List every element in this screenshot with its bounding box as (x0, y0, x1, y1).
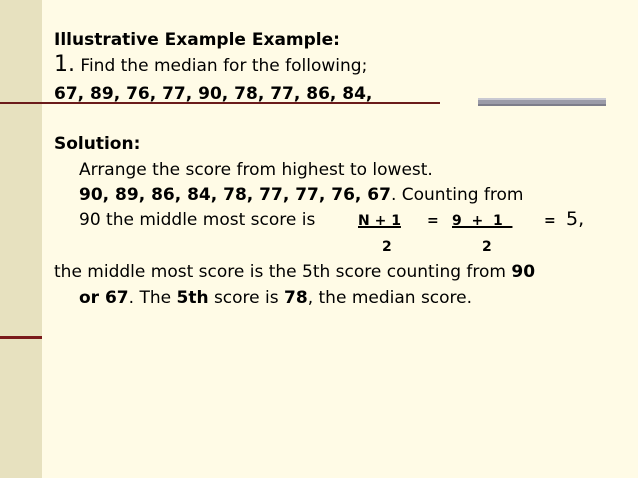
solution-label: Solution: (54, 134, 141, 154)
step-arrange: Arrange the score from highest to lowest. (79, 160, 433, 180)
denominator-2: 2 (482, 239, 492, 255)
conclusion-line-2 (79, 287, 472, 309)
problem-number: 1. (54, 52, 75, 77)
counting-from: . Counting from (390, 185, 524, 205)
problem-text: Find the median for the following; (80, 56, 368, 76)
result-comma: , (578, 208, 585, 230)
left-sidebar-band (0, 0, 42, 478)
denominator-1: 2 (382, 239, 392, 255)
conclusion-90: 90 (511, 262, 536, 282)
problem-line (54, 54, 367, 77)
sidebar-accent-line (0, 336, 42, 339)
slide-heading: Illustrative Example Example: (54, 30, 340, 50)
conclusion-the: . The (128, 288, 177, 308)
result-line (566, 208, 584, 230)
sorted-scores-line (79, 184, 523, 206)
middle-score-line (79, 209, 315, 231)
conclusion-5th: 5th (176, 288, 209, 308)
result-value: 5 (566, 208, 579, 230)
conclusion-line-1 (54, 261, 535, 283)
conclusion-score-is: score is (208, 288, 285, 308)
substituted-numerator: 9 + 1 (452, 213, 513, 229)
middle-prefix: 90 the middle most score is (79, 210, 316, 230)
decorative-grey-rule (478, 98, 606, 106)
formula-numerator: N + 1 (358, 213, 401, 229)
sorted-scores: 90, 89, 86, 84, 78, 77, 77, 76, 67 (79, 185, 391, 205)
conclusion-text: the middle most score is the 5th score counting from (54, 262, 512, 282)
conclusion-or-67: or 67 (79, 288, 129, 308)
conclusion-end: , the median score. (307, 288, 473, 308)
equals-sign-1: = (427, 213, 439, 229)
equals-sign-2: = (544, 213, 556, 229)
scores-list: 67, 89, 76, 77, 90, 78, 77, 86, 84, (54, 84, 373, 104)
conclusion-78: 78 (284, 288, 308, 308)
